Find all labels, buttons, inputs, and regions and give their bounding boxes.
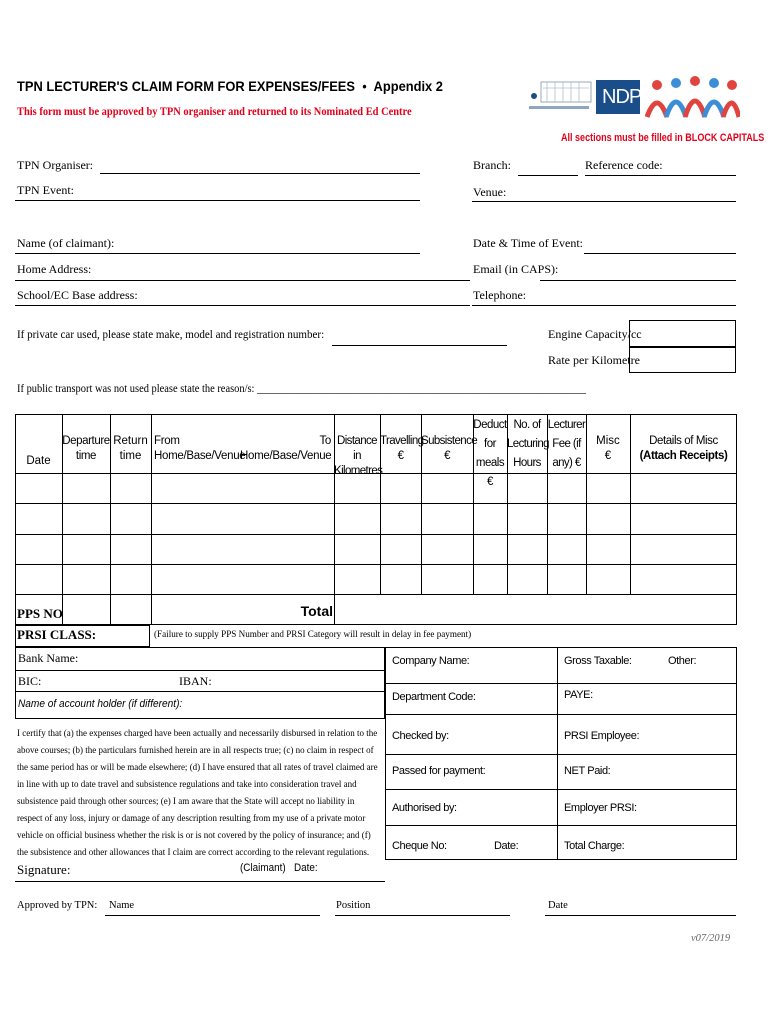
tpn-event-input[interactable]: [15, 200, 420, 201]
telephone-label: Telephone:: [473, 288, 527, 302]
home-address-label: Home Address:: [17, 262, 92, 276]
office-row-divider: [385, 683, 737, 684]
bic-label: BIC:: [18, 674, 42, 688]
col-header-misc: Misc €: [596, 435, 620, 462]
approver-name-label: Name: [109, 900, 135, 911]
prsi-class-input[interactable]: [15, 625, 150, 647]
tpn-organiser-label: TPN Organiser:: [17, 158, 94, 172]
certification-text: I certify that (a) the expenses charged have been actually and necessarily disbursed in relation to the above courses; (b) the particulars furnished herein are in all respects true; (c) no claim in respect of the same period has or will be made elsewhere; (d) I have ensured that all rates of travel claimed are in line with up to date travel and subsistence regulations and take into consideration travel and subsistence paid through other sources; (e) I am aware that the State will accept no liability in respect of any loss, injury or damage of any description resulting from my use of a private motor vehicle on official business whether the risk is or is not covered by the policy of insurance; and (f) the subsistence and other allowances that I claim are correct according to the relevant regulations.: [17, 728, 378, 857]
reference-code-input[interactable]: [585, 175, 736, 176]
engine-capacity-input[interactable]: [629, 320, 736, 347]
col-header-lecturing-hours: No. of Lecturing Hours: [507, 419, 549, 469]
account-holder-label: Name of account holder (if different):: [18, 698, 183, 710]
school-base-label: School/EC Base address:: [17, 288, 138, 302]
claimant-name-label: Name (of claimant):: [17, 236, 115, 250]
private-car-input[interactable]: [332, 345, 507, 346]
form-version: v07/2019: [691, 933, 731, 944]
office-row-divider: [385, 789, 737, 790]
col-header-from: From Home/Base/Venue: [154, 435, 246, 462]
office-row-divider: [385, 825, 737, 826]
department-code-label: Department Code:: [392, 691, 476, 703]
dept-education-logo: [527, 78, 597, 112]
rate-per-km-label: Rate per Kilometre: [548, 353, 640, 367]
col-header-deduct: Deduct for meals €: [473, 419, 507, 488]
office-row-divider: [385, 754, 737, 755]
venue-label: Venue:: [473, 185, 507, 199]
school-base-input[interactable]: [15, 305, 470, 306]
approver-position-label: Position: [336, 900, 371, 911]
other-label: Other:: [668, 655, 697, 667]
passed-for-payment-label: Passed for payment:: [392, 765, 486, 777]
total-label: Total: [300, 603, 333, 619]
form-title: TPN LECTURER'S CLAIM FORM FOR EXPENSES/FEES • Appendix 2: [17, 78, 443, 94]
col-header-misc-details: Details of Misc (Attach Receipts): [639, 435, 728, 462]
checked-by-label: Checked by:: [392, 730, 449, 742]
ndp-logo: NDP: [596, 80, 640, 114]
private-car-label: If private car used, please state make, model and registration number:: [17, 327, 325, 341]
row-divider: [15, 594, 737, 595]
col-header-lecturer-fee: Lecturer Fee (if any) €: [547, 419, 586, 469]
approver-name-input[interactable]: [105, 915, 320, 916]
branch-input[interactable]: [518, 175, 578, 176]
bic-iban-input[interactable]: [15, 691, 385, 692]
col-header-travelling: Travelling €: [380, 435, 424, 462]
col-header-subsistence: Subsistence €: [421, 435, 478, 462]
row-divider: [15, 564, 737, 565]
office-date-label: Date:: [494, 840, 519, 852]
approved-by-label: Approved by TPN:: [17, 900, 98, 911]
claimant-name-input[interactable]: [15, 253, 420, 254]
approver-position-input[interactable]: [335, 915, 510, 916]
authorised-by-label: Authorised by:: [392, 802, 457, 814]
row-divider: [15, 534, 737, 535]
branch-label: Branch:: [473, 158, 511, 172]
approver-date-label: Date: [548, 900, 568, 911]
col-header-distance: Distance in Kilometres: [334, 435, 383, 477]
col-header-to: To Home/Base/Venue: [240, 435, 332, 462]
paye-label: PAYE:: [564, 689, 593, 701]
rate-per-km-input[interactable]: [629, 347, 736, 373]
event-datetime-input[interactable]: [584, 253, 736, 254]
col-header-departure: Departure time: [62, 435, 110, 462]
reference-code-label: Reference code:: [585, 158, 663, 172]
engine-capacity-label: Engine Capacity/cc: [548, 327, 642, 341]
bank-name-input[interactable]: [15, 670, 385, 671]
col-header-return: Return time: [113, 435, 148, 462]
iban-label: IBAN:: [179, 674, 212, 688]
signature-input[interactable]: [15, 881, 385, 882]
signature-label: Signature:: [17, 862, 71, 877]
tpn-organiser-input[interactable]: [100, 173, 420, 174]
row-divider: [15, 503, 737, 504]
company-name-label: Company Name:: [392, 655, 470, 667]
venue-input[interactable]: [472, 201, 736, 202]
telephone-input[interactable]: [472, 305, 736, 306]
pps-no-label: PPS NO: [17, 606, 63, 621]
approver-date-input[interactable]: [545, 915, 736, 916]
office-row-divider: [385, 714, 737, 715]
tpn-event-label: TPN Event:: [17, 183, 74, 197]
caps-note: All sections must be filled in BLOCK CAPITALS: [561, 132, 765, 144]
total-charge-label: Total Charge:: [564, 840, 625, 852]
email-input[interactable]: [540, 280, 736, 281]
net-paid-label: NET Paid:: [564, 765, 611, 777]
home-address-input[interactable]: [15, 280, 470, 281]
prsi-employee-label: PRSI Employee:: [564, 730, 640, 742]
prsi-note: (Failure to supply PPS Number and PRSI Category will result in delay in fee payment): [154, 630, 472, 640]
public-transport-label: If public transport was not used please state the reason/s: _______________________________________________________________: [17, 381, 586, 395]
employer-prsi-label: Employer PRSI:: [564, 802, 637, 814]
event-datetime-label: Date & Time of Event:: [473, 236, 583, 250]
signature-date-label: Date:: [294, 862, 318, 874]
bank-name-label: Bank Name:: [18, 651, 79, 665]
form-subtitle: This form must be approved by TPN organiser and returned to its Nominated Ed Centre: [17, 104, 412, 118]
people-logo: [645, 75, 740, 120]
gross-taxable-label: Gross Taxable:: [564, 655, 632, 667]
claimant-label: (Claimant): [240, 862, 286, 874]
prsi-class-label: PRSI CLASS:: [17, 627, 97, 642]
col-header-date: Date: [26, 455, 51, 467]
email-label: Email (in CAPS):: [473, 262, 559, 276]
cheque-no-label: Cheque No:: [392, 840, 447, 852]
